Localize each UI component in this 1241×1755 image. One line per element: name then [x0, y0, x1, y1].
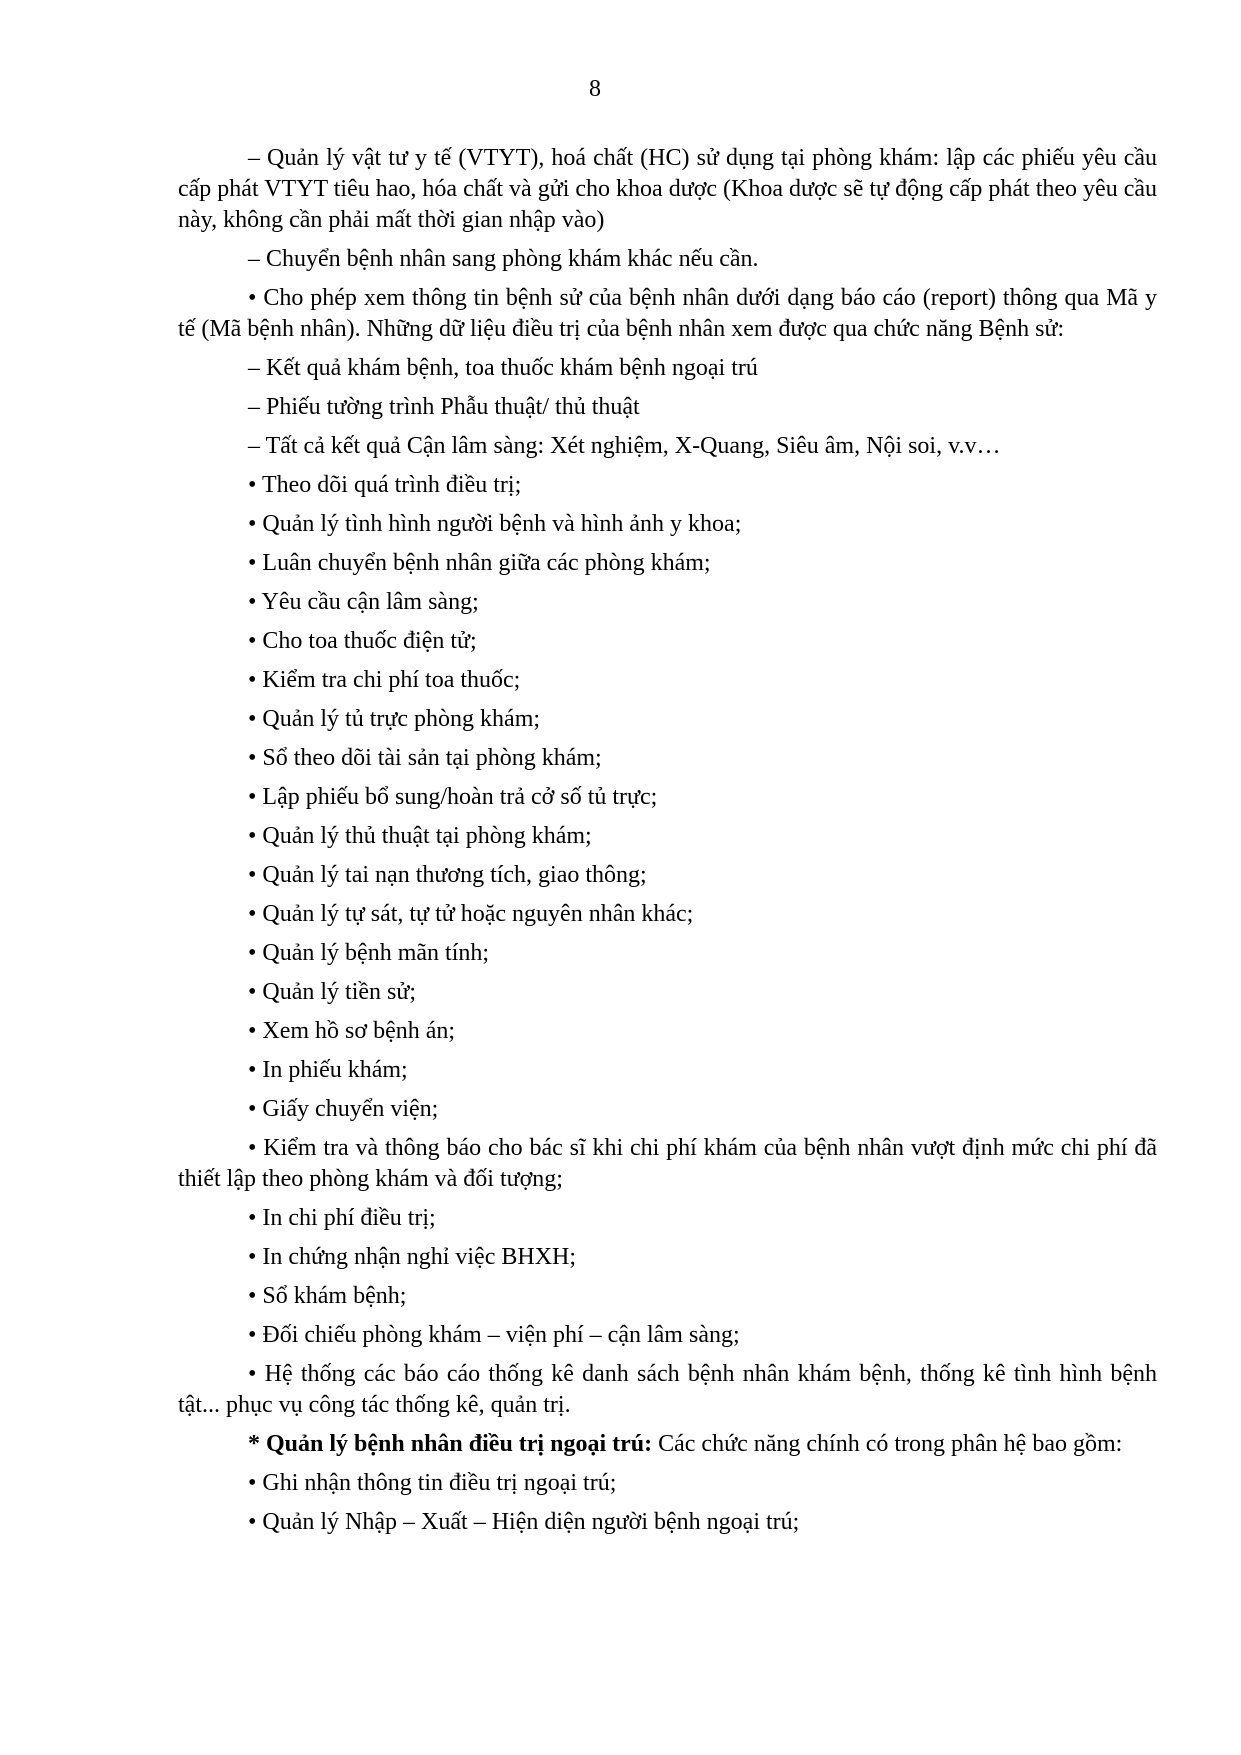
list-item-tail: • Ghi nhận thông tin điều trị ngoại trú; [248, 1470, 617, 1496]
page-content [178, 143, 1157, 1546]
list-item: • Theo dõi quá trình điều trị; [248, 472, 522, 498]
list-item: • Quản lý tai nạn thương tích, giao thông; [248, 862, 647, 888]
list-item: • Sổ theo dõi tài sản tại phòng khám; [248, 745, 602, 771]
list-item: – Chuyển bệnh nhân sang phòng khám khác nếu cần. [248, 246, 759, 272]
list-item: • Sổ khám bệnh; [248, 1283, 407, 1309]
list-item: • Lập phiếu bổ sung/hoàn trả cở số tủ trực; [248, 784, 658, 810]
list-item: • Cho toa thuốc điện tử; [248, 628, 477, 654]
list-item: • In phiếu khám; [248, 1057, 408, 1083]
page-number: 8 [589, 76, 601, 102]
paragraph: • Hệ thống các báo cáo thống kê danh sách bệnh nhân khám bệnh, thống kê tình hình bệnh tật... phục vụ công tác thống kê, quản trị. [178, 1361, 1157, 1418]
list-item-tail: • Quản lý Nhập – Xuất – Hiện diện người bệnh ngoại trú; [248, 1509, 800, 1535]
list-item: • Yêu cầu cận lâm sàng; [248, 589, 479, 615]
list-item: • Quản lý tự sát, tự tử hoặc nguyên nhân khác; [248, 901, 694, 927]
list-item: • Quản lý tiền sử; [248, 979, 417, 1005]
list-item: • Kiểm tra chi phí toa thuốc; [248, 667, 521, 693]
section-heading-paragraph [178, 1429, 1157, 1460]
paragraph: • Cho phép xem thông tin bệnh sử của bệnh nhân dưới dạng báo cáo (report) thông qua Mã y tế (Mã bệnh nhân). Những dữ liệu điều trị của bệnh nhân xem được qua chức năng Bệnh sử: [178, 285, 1157, 342]
body-blocks [178, 143, 1157, 1421]
list-item: – Tất cả kết quả Cận lâm sàng: Xét nghiệm, X-Quang, Siêu âm, Nội soi, v.v… [248, 433, 1001, 459]
section-heading-bold: * Quản lý bệnh nhân điều trị ngoại trú: [248, 1431, 653, 1457]
list-item: • Quản lý tình hình người bệnh và hình ảnh y khoa; [248, 511, 742, 537]
list-item: • In chứng nhận nghỉ việc BHXH; [248, 1244, 577, 1270]
list-item: – Kết quả khám bệnh, toa thuốc khám bệnh ngoại trú [248, 355, 758, 381]
list-item: • In chi phí điều trị; [248, 1205, 436, 1231]
list-item: • Quản lý thủ thuật tại phòng khám; [248, 823, 592, 849]
section-heading-rest: Các chức năng chính có trong phân hệ bao gồm: [652, 1431, 1123, 1457]
list-item: • Đối chiếu phòng khám – viện phí – cận lâm sàng; [248, 1322, 740, 1348]
list-item: • Giấy chuyển viện; [248, 1096, 439, 1122]
list-item: – Phiếu tường trình Phẫu thuật/ thủ thuật [248, 394, 640, 420]
list-item: • Quản lý bệnh mãn tính; [248, 940, 490, 966]
list-item: • Quản lý tủ trực phòng khám; [248, 706, 541, 732]
paragraph: • Kiểm tra và thông báo cho bác sĩ khi chi phí khám của bệnh nhân vượt định mức chi phí đã thiết lập theo phòng khám và đối tượng; [178, 1135, 1157, 1192]
list-item: • Luân chuyển bệnh nhân giữa các phòng khám; [248, 550, 711, 576]
paragraph: – Quản lý vật tư y tế (VTYT), hoá chất (HC) sử dụng tại phòng khám: lập các phiếu yêu cầu cấp phát VTYT tiêu hao, hóa chất và gửi cho khoa dược (Khoa dược sẽ tự động cấp phát theo yêu cầu này, không cần phải mất thời gian nhập vào) [178, 145, 1157, 233]
list-item: • Xem hồ sơ bệnh án; [248, 1018, 456, 1044]
